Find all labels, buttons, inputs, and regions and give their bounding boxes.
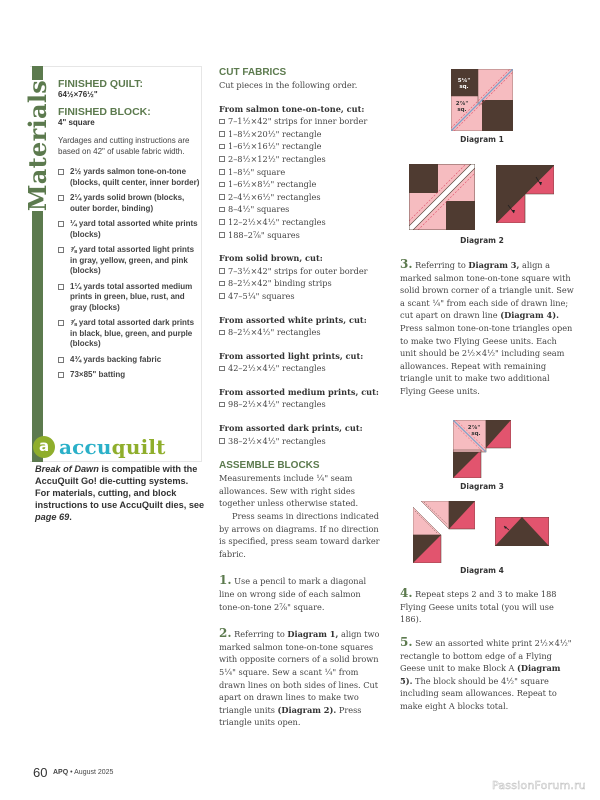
cut-group-title: From assorted light prints, cut:: [219, 350, 364, 361]
checkbox-icon[interactable]: [219, 268, 225, 274]
cut-item: 188–2⅞" squares: [219, 229, 384, 242]
svg-text:2⅞": 2⅞": [455, 101, 469, 107]
step-4: 4. Repeat steps 2 and 3 to make 188 Flying Geese units total (you will use 186).: [400, 586, 557, 625]
magazine-info: APQ • August 2025: [53, 769, 114, 776]
cut-group-title: From assorted dark prints, cut:: [219, 423, 363, 434]
diagram-4-flying-geese: [495, 517, 549, 546]
checkbox-icon[interactable]: [219, 366, 225, 372]
checkbox-icon[interactable]: [58, 169, 64, 175]
diagram-4-cut-units: [413, 501, 475, 563]
cut-item: 2–4½×6½" rectangles: [219, 191, 384, 204]
checkbox-icon[interactable]: [58, 247, 64, 253]
cut-list: [219, 398, 384, 411]
assemble-press-note: Press seams in directions indicated by arrows on diagrams. If no direction is specified, press seam toward darker fabric.: [219, 511, 380, 559]
materials-list: [58, 167, 202, 381]
checkbox-icon[interactable]: [219, 232, 225, 238]
checkbox-icon[interactable]: [219, 194, 225, 200]
step-3: 3. Referring to Diagram 3, align a marked salmon tone-on-tone square with solid brown corner of a triangle unit. Sew a scant ¼" from each side of drawn line; cut apart on drawn line (Diagram 4). Press salmon tone-on-tone triangles open to make two Flying Geese units. Each unit should be 2½×4½" including seam allowances. Repeat with remaining triangle unit to make two additional Flying Geese units.: [400, 257, 574, 396]
page-reference-link[interactable]: page 69: [35, 512, 70, 522]
cut-item: 8–4½" squares: [219, 203, 384, 216]
accuquilt-logo: a accuquilt: [33, 434, 166, 460]
materials-side-label: Materials: [23, 79, 53, 211]
checkbox-icon[interactable]: [58, 195, 64, 201]
svg-text:sq.: sq.: [471, 431, 481, 437]
materials-item: 4¾ yards backing fabric: [58, 355, 202, 366]
cut-group-title: From solid brown, cut:: [219, 253, 323, 264]
cut-item: 12–2½×4½" rectangles: [219, 216, 384, 229]
cut-item: 42–2½×4½" rectangles: [219, 362, 384, 375]
cut-list: [219, 326, 384, 339]
cut-group-title: From assorted white prints, cut:: [219, 314, 367, 325]
diagram-1: [451, 69, 513, 131]
svg-text:2⅞": 2⅞": [467, 425, 481, 431]
materials-item: ⅞ yard total assorted light prints in gray, yellow, green, and pink (blocks): [58, 245, 202, 277]
checkbox-icon[interactable]: [219, 144, 225, 150]
checkbox-icon[interactable]: [219, 219, 225, 225]
svg-text:sq.: sq.: [459, 84, 469, 90]
cut-item: 8–2½×4½" rectangles: [219, 326, 384, 339]
watermark: PassionForum.ru: [492, 779, 586, 792]
diagram-2-triangle-unit: [496, 165, 554, 223]
svg-text:sq.: sq.: [457, 107, 467, 113]
cut-group-title: From salmon tone-on-tone, cut:: [219, 103, 365, 114]
step-1: 1. Use a pencil to mark a diagonal line on wrong side of each salmon tone-on-tone 2⅞" square.: [219, 573, 367, 612]
accuquilt-badge-icon: a: [33, 436, 55, 458]
cut-item: 1–8½" square: [219, 166, 384, 179]
diagram-1-caption: Diagram 1: [460, 135, 504, 144]
checkbox-icon[interactable]: [219, 293, 225, 299]
cut-item: 47–5¼" squares: [219, 290, 384, 303]
svg-text:5¼": 5¼": [457, 78, 471, 84]
assemble-blocks-title: ASSEMBLE BLOCKS: [219, 460, 320, 472]
cut-fabrics-title: CUT FABRICS: [219, 67, 287, 78]
diagram-2-squares: [409, 164, 475, 230]
diagram-2-caption: Diagram 2: [460, 236, 504, 245]
materials-content: [58, 78, 202, 386]
materials-item: ¼ yard total assorted white prints (blocks): [58, 219, 202, 240]
checkbox-icon[interactable]: [58, 221, 64, 227]
cut-list: [219, 362, 384, 375]
cut-fabrics-intro: Cut pieces in the following order.: [219, 80, 358, 90]
materials-note: Yardages and cutting instructions are based on 42" of usable fabric width.: [58, 136, 190, 156]
cut-item: 1–6½×8½" rectangle: [219, 178, 384, 191]
assemble-intro: Measurements include ¼" seam allowances. Sew with right sides together unless otherwise stated.: [219, 473, 359, 509]
cut-item: 2–8½×12½" rectangles: [219, 153, 384, 166]
checkbox-icon[interactable]: [58, 372, 64, 378]
checkbox-icon[interactable]: [219, 119, 225, 125]
middle-column: [219, 66, 384, 729]
cut-item: 1–6½×16½" rectangle: [219, 140, 384, 153]
page-number: 60: [33, 765, 48, 780]
step-2: 2. Referring to Diagram 1, align two marked salmon tone-on-tone squares with opposite corners of a solid brown 5¼" square. Sew a scant ¼" from drawn lines on both sides of lines. Cut apart on drawn lines to make two triangle units (Diagram 2). Press triangle units open.: [219, 626, 380, 728]
cut-group-title: From assorted medium prints, cut:: [219, 386, 379, 397]
checkbox-icon[interactable]: [219, 182, 225, 188]
materials-item: 73×85" batting: [58, 370, 202, 381]
checkbox-icon[interactable]: [58, 320, 64, 326]
checkbox-icon[interactable]: [219, 402, 225, 408]
materials-item: 2½ yards salmon tone-on-tone (blocks, quilt center, inner border): [58, 167, 202, 188]
finished-quilt-label: FINISHED QUILT:: [58, 78, 143, 90]
checkbox-icon[interactable]: [219, 131, 225, 137]
cut-item: 1–8½×20½" rectangle: [219, 128, 384, 141]
checkbox-icon[interactable]: [219, 169, 225, 175]
materials-item: 2¼ yards solid brown (blocks, outer border, binding): [58, 193, 202, 214]
diagram-3-caption: Diagram 3: [460, 482, 504, 491]
checkbox-icon[interactable]: [219, 281, 225, 287]
accuquilt-description: Break of Dawn is compatible with the AccuQuilt Go! die-cutting systems. For materials, cutting, and block instructions to use AccuQuilt dies, see page 69.: [35, 464, 205, 522]
checkbox-icon[interactable]: [219, 438, 225, 444]
materials-item: 1¼ yards total assorted medium prints in green, blue, rust, and gray (blocks): [58, 282, 202, 314]
cut-item: 38–2½×4½" rectangles: [219, 435, 384, 448]
checkbox-icon[interactable]: [58, 284, 64, 290]
cut-item: 98–2½×4½" rectangles: [219, 398, 384, 411]
finished-block-value: 4" square: [58, 118, 95, 127]
checkbox-icon[interactable]: [219, 207, 225, 213]
cut-list: [219, 265, 384, 303]
finished-block-label: FINISHED BLOCK:: [58, 106, 151, 118]
diagram-4-caption: Diagram 4: [460, 566, 504, 575]
checkbox-icon[interactable]: [219, 330, 225, 336]
cut-item: 8–2½×42" binding strips: [219, 277, 384, 290]
cut-item: 7–3½×42" strips for outer border: [219, 265, 384, 278]
cut-item: 7–1½×42" strips for inner border: [219, 115, 384, 128]
materials-item: ⅞ yard total assorted dark prints in black, blue, green, and purple (blocks): [58, 318, 202, 350]
checkbox-icon[interactable]: [219, 156, 225, 162]
checkbox-icon[interactable]: [58, 357, 64, 363]
finished-quilt-value: 64½×76½": [58, 90, 98, 99]
diagram-3: [453, 420, 511, 478]
step-5: 5. Sew an assorted white print 2½×4½" rectangle to bottom edge of a Flying Geese unit to make Block A (Diagram 5). The block should be 4½" square including seam allowances. Repeat to make eight A blocks total.: [400, 635, 572, 711]
cut-list: [219, 115, 384, 241]
cut-list: [219, 435, 384, 448]
